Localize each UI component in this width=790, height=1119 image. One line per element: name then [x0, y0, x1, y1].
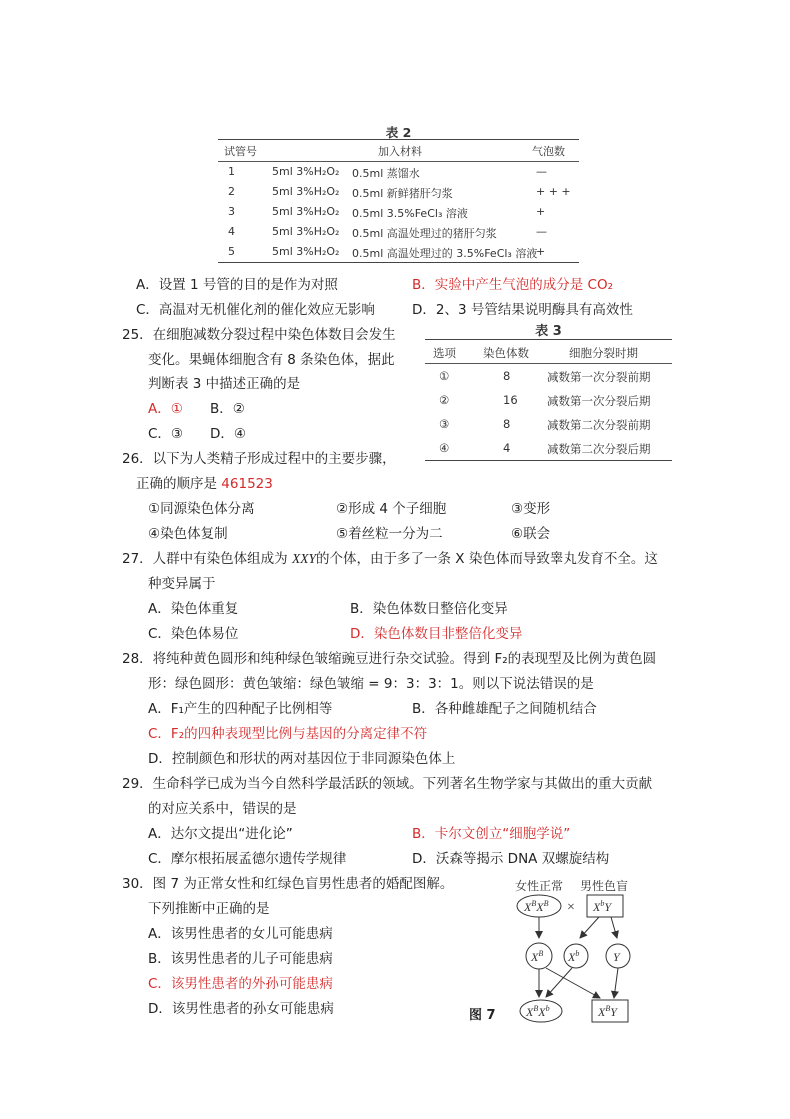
table-2-row: [218, 222, 579, 242]
q26-step-3: ③变形: [511, 501, 551, 517]
q30-option-b: B．该男性患者的儿子可能患病: [148, 951, 333, 967]
q25-option-c: C．③: [148, 426, 184, 442]
table-2-cell-bubbles: + + +: [536, 185, 571, 198]
table-2-cell-material: 0.5ml 高温处理过的猪肝匀浆: [352, 227, 497, 240]
q29-option-c: C．摩尔根拓展孟德尔遗传学规律: [148, 851, 347, 867]
q27-stem-line2: 种变异属于: [148, 576, 216, 592]
table-2-cell-no: 2: [228, 185, 235, 198]
table-3-cell-opt: ④: [439, 441, 450, 455]
q30-stem-line1: 30．图 7 为正常女性和红绿色盲男性患者的婚配图解。: [122, 876, 454, 892]
figure-7-pedigree: [468, 872, 658, 1032]
q27-option-c: C．染色体易位: [148, 626, 239, 642]
q29-stem-line1: 29．生命科学已成为当今自然科学最活跃的领域。下列著名生物学家与其做出的重大贡献: [122, 776, 653, 792]
arrow: [614, 968, 618, 998]
table-3-cell-opt: ①: [439, 369, 450, 383]
q29-stem-line2: 的对应关系中，错误的是: [148, 801, 297, 817]
q25-stem-line2: 变化。果蝇体细胞含有 8 条染色体，据此: [148, 352, 395, 368]
table-2-cell-h2o2: 5ml 3%H₂O₂: [272, 245, 340, 258]
table-3-header: 染色体数: [483, 346, 529, 360]
table-3-cell-phase: 减数第一次分裂后期: [547, 394, 651, 408]
table-2-cell-no: 3: [228, 205, 235, 218]
q27-stem-line1: [122, 547, 658, 567]
q26-stem-prefix: 正确的顺序是: [136, 476, 222, 492]
gamete-sperm-x-label: $X^b$: [568, 949, 580, 964]
table-3-cell-phase: 减数第二次分裂后期: [547, 442, 651, 456]
q25-stem-line3: 判断表 3 中描述正确的是: [148, 376, 301, 392]
q27-option-b: B．染色体数日整倍化变异: [350, 601, 508, 617]
table-2-cell-bubbles: +: [536, 205, 546, 218]
gamete-egg-label: $X^B$: [531, 949, 544, 964]
q26-answer: 461523: [221, 476, 273, 492]
q24-option-a: A．设置 1 号管的目的是作为对照: [136, 277, 338, 293]
table-3-cell-phase: 减数第二次分裂前期: [547, 418, 651, 432]
q27-genotype: XXY: [291, 551, 316, 566]
q28-stem-line1: 28．将纯种黄色圆形和纯种绿色皱缩豌豆进行杂交试验。得到 F₂的表现型及比例为黄色圆: [122, 651, 657, 667]
q25-option-a: A．①: [148, 401, 183, 417]
table-2: [218, 123, 579, 263]
q28-stem-line2: 形：绿色圆形：黄色皱缩：绿色皱缩 = 9：3：3：1。则以下说法错误的是: [148, 676, 594, 692]
q29-option-a: A．达尔文提出“进化论”: [148, 826, 293, 842]
q26-step-1: ①同源染色体分离: [148, 501, 255, 517]
table-2-cell-bubbles: —: [536, 165, 547, 178]
q27-option-a: A．染色体重复: [148, 601, 239, 617]
q24-option-c: C．高温对无机催化剂的催化效应无影响: [136, 302, 375, 318]
table-2-row: [218, 182, 579, 202]
table-3-row: [425, 364, 672, 388]
q26-step-5: ⑤着丝粒一分为二: [336, 526, 443, 542]
gamete-sperm-y-label: Y: [613, 950, 620, 964]
arrow: [580, 917, 599, 938]
q27-stem-part: 的个体，由于多了一条 X 染色体而导致睾丸发育不全。这: [316, 551, 658, 567]
table-2-caption: 表 2: [385, 125, 412, 140]
table-2-cell-material: 0.5ml 高温处理过的 3.5%FeCl₃ 溶液: [352, 247, 538, 260]
female-normal-label: 女性正常: [515, 879, 564, 893]
cross-symbol: ×: [567, 900, 575, 915]
q30-option-d: D．该男性患者的孙女可能患病: [148, 1001, 334, 1017]
table-2-cell-h2o2: 5ml 3%H₂O₂: [272, 165, 340, 178]
table-2-header: 加入材料: [378, 145, 422, 158]
q27-stem-part: 27．人群中有染色体组成为: [122, 551, 292, 567]
table-3-row: [425, 436, 672, 460]
q28-option-a: A．F₁产生的四种配子比例相等: [148, 701, 333, 717]
arrow: [546, 968, 600, 998]
q29-option-d: D．沃森等揭示 DNA 双螺旋结构: [412, 851, 610, 867]
q27-option-d: D．染色体数目非整倍化变异: [350, 626, 523, 642]
table-3-cell-count: 4: [503, 441, 511, 455]
table-2-header-row: [218, 140, 579, 161]
table-2-cell-h2o2: 5ml 3%H₂O₂: [272, 225, 340, 238]
q30-option-a: A．该男性患者的女儿可能患病: [148, 926, 333, 942]
table-3-cell-phase: 减数第一次分裂前期: [547, 370, 651, 384]
arrow: [546, 968, 572, 997]
table-3-cell-count: 16: [503, 393, 518, 407]
table-3-cell-opt: ③: [439, 417, 450, 431]
table-2-row: [218, 242, 579, 262]
mother-genotype: $X^BX^B$: [524, 899, 549, 914]
q26-stem-line1: 26．以下为人类精子形成过程中的主要步骤，: [122, 451, 396, 467]
q25-option-d: D．④: [210, 426, 246, 442]
figure-7-caption: 图 7: [469, 1008, 496, 1023]
table-2-row: [218, 162, 579, 182]
q26-step-4: ④染色体复制: [148, 526, 228, 542]
table-3-cell-opt: ②: [439, 393, 450, 407]
son-genotype: $X^BY$: [598, 1004, 617, 1019]
table-3-header-row: [425, 340, 672, 363]
table-3: [425, 320, 672, 461]
table-2-cell-material: 0.5ml 新鲜猪肝匀浆: [352, 187, 453, 200]
q29-option-b: B．卡尔文创立“细胞学说”: [412, 826, 571, 842]
table-2-header: 试管号: [224, 145, 257, 158]
table-2-cell-bubbles: —: [536, 225, 547, 238]
arrow: [611, 917, 617, 938]
daughter-genotype: $X^BX^b$: [526, 1004, 550, 1019]
table-2-header: 气泡数: [532, 145, 565, 158]
q24-option-b: B．实验中产生气泡的成分是 CO₂: [412, 277, 614, 293]
table-3-cell-count: 8: [503, 369, 511, 383]
table-2-row: [218, 202, 579, 222]
q30-option-c: C．该男性患者的外孙可能患病: [148, 976, 333, 992]
table-3-caption: 表 3: [535, 324, 562, 339]
male-colorblind-label: 男性色盲: [580, 879, 629, 893]
table-3-row: [425, 388, 672, 412]
q25-option-b: B．②: [210, 401, 245, 417]
father-genotype: $X^bY$: [593, 899, 612, 914]
q24-option-d: D．2、3 号管结果说明酶具有高效性: [412, 302, 633, 318]
table-3-header: 选项: [433, 346, 456, 360]
q28-option-c: C．F₂的四种表现型比例与基因的分离定律不符: [148, 726, 428, 742]
table-3-header: 细胞分裂时期: [569, 346, 638, 360]
q28-option-d: D．控制颜色和形状的两对基因位于非同源染色体上: [148, 751, 456, 767]
q28-option-b: B．各种雌雄配子之间随机结合: [412, 701, 597, 717]
table-2-cell-h2o2: 5ml 3%H₂O₂: [272, 185, 340, 198]
table-2-cell-no: 5: [228, 245, 235, 258]
table-2-cell-h2o2: 5ml 3%H₂O₂: [272, 205, 340, 218]
table-2-cell-bubbles: +: [536, 245, 546, 258]
q30-stem-line2: 下列推断中正确的是: [148, 901, 270, 917]
table-2-cell-no: 4: [228, 225, 235, 238]
q26-step-2: ②形成 4 个子细胞: [336, 501, 447, 517]
q26-stem-line2: [136, 472, 273, 492]
table-2-cell-material: 0.5ml 蒸馏水: [352, 167, 420, 180]
table-3-row: [425, 412, 672, 436]
q25-stem-line1: 25．在细胞减数分裂过程中染色体数目会发生: [122, 327, 396, 343]
table-2-cell-material: 0.5ml 3.5%FeCl₃ 溶液: [352, 207, 468, 220]
q26-step-6: ⑥联会: [511, 526, 551, 542]
table-3-cell-count: 8: [503, 417, 511, 431]
table-2-cell-no: 1: [228, 165, 235, 178]
